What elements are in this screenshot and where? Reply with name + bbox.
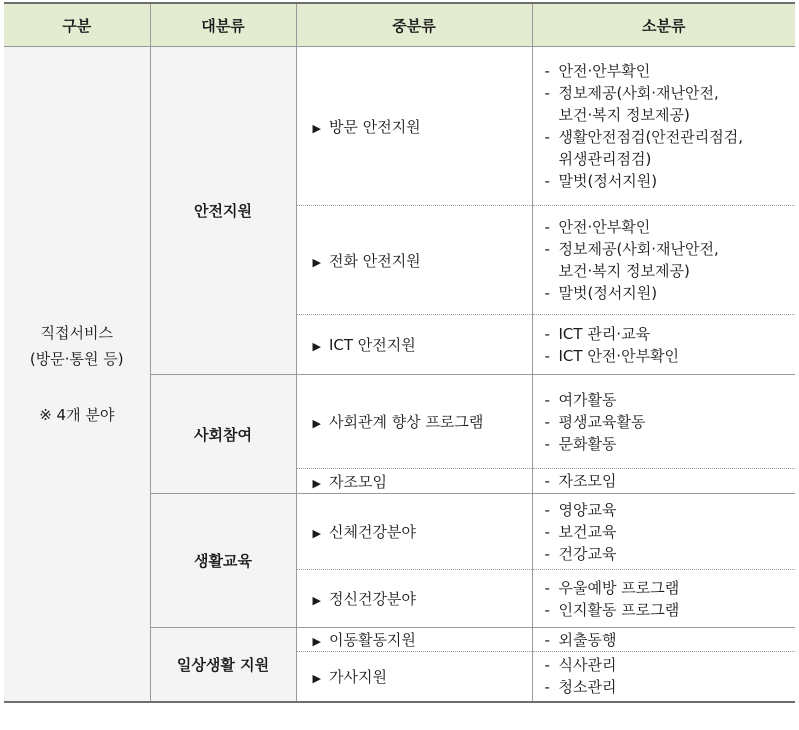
sub-category-cell xyxy=(532,494,795,570)
sub-category-text: 인지활동 프로그램 xyxy=(558,600,680,619)
arrow-icon: ▶ xyxy=(312,417,321,430)
sub-category-item xyxy=(545,543,796,565)
sub-category-text: 외출동행 xyxy=(558,630,617,649)
table-row xyxy=(4,47,795,206)
arrow-icon: ▶ xyxy=(312,340,321,353)
sub-category-item xyxy=(545,411,796,433)
sub-category-text: 건강교육 xyxy=(558,544,617,563)
sub-category-continuation: 위생관리점검) xyxy=(558,150,652,168)
sub-category-text: 식사관리 xyxy=(558,656,617,675)
dash-bullet: - xyxy=(544,434,550,453)
header-mid-category: 중분류 xyxy=(296,3,532,47)
sub-category-text: ICT 관리·교육 xyxy=(558,324,651,343)
dash-bullet: - xyxy=(544,284,550,302)
sub-category-text: 영양교육 xyxy=(558,500,617,519)
sub-category-text: 말벗(정서지원) xyxy=(558,284,658,302)
sub-category-item xyxy=(545,82,796,104)
mid-category-cell xyxy=(296,494,532,570)
dash-bullet: - xyxy=(544,240,550,258)
sub-category-text: 자조모임 xyxy=(558,472,617,490)
service-table xyxy=(4,2,795,703)
sub-category-cell xyxy=(532,652,795,702)
dash-bullet: - xyxy=(544,472,550,490)
sub-category-text: ICT 안전·안부확인 xyxy=(558,346,680,365)
dash-bullet: - xyxy=(544,346,550,365)
sub-category-item xyxy=(545,216,796,238)
header-division: 구분 xyxy=(4,3,150,47)
dash-bullet: - xyxy=(544,544,550,563)
division-cell xyxy=(4,47,150,702)
mid-category-cell xyxy=(296,206,532,315)
dash-bullet: - xyxy=(544,656,550,675)
sub-category-item xyxy=(545,629,796,651)
dash-bullet: - xyxy=(544,84,550,102)
mid-category-cell xyxy=(296,628,532,652)
sub-category-text: 정보제공(사회·재난안전, xyxy=(558,84,719,102)
mid-category-label: 방문 안전지원 xyxy=(328,117,421,136)
sub-category-cell xyxy=(532,469,795,494)
sub-category-item xyxy=(545,470,796,492)
dash-bullet: - xyxy=(544,62,550,80)
sub-category-cell xyxy=(532,570,795,628)
sub-category-text: 청소관리 xyxy=(558,678,617,697)
arrow-icon: ▶ xyxy=(312,121,321,135)
dash-bullet: - xyxy=(544,522,550,541)
sub-category-item xyxy=(545,323,796,345)
mid-category-label: 정신건강분야 xyxy=(328,590,416,608)
dash-bullet: - xyxy=(544,128,550,146)
mid-category-label: 이동활동지원 xyxy=(328,631,416,649)
sub-category-item xyxy=(545,60,796,82)
sub-category-text: 여가활동 xyxy=(558,390,617,409)
dash-bullet: - xyxy=(544,630,550,649)
sub-category-cell xyxy=(532,628,795,652)
dash-bullet: - xyxy=(544,390,550,409)
sub-category-text: 안전·안부확인 xyxy=(558,218,651,236)
header-sub-category: 소분류 xyxy=(532,3,795,47)
sub-category-text: 말벗(정서지원) xyxy=(558,172,658,190)
division-title: 직접서비스 xyxy=(40,323,113,342)
arrow-icon: ▶ xyxy=(312,635,321,648)
mid-category-label: 전화 안전지원 xyxy=(328,251,421,270)
mid-category-label: 사회관계 향상 프로그램 xyxy=(328,413,484,431)
header-major-category: 대분류 xyxy=(150,3,296,47)
division-subtitle: (방문·통원 등) xyxy=(29,349,124,368)
sub-category-text: 생활안전점검(안전관리점검, xyxy=(558,128,744,146)
arrow-icon: ▶ xyxy=(312,476,321,490)
mid-category-cell xyxy=(296,375,532,469)
major-category-cell: 일상생활 지원 xyxy=(150,628,296,702)
sub-category-text: 안전·안부확인 xyxy=(558,62,651,80)
sub-category-item xyxy=(545,654,796,676)
arrow-icon: ▶ xyxy=(312,527,321,540)
sub-category-item xyxy=(545,389,796,411)
sub-category-item xyxy=(545,282,796,304)
sub-category-cell xyxy=(532,47,795,206)
division-note: ※ 4개 분야 xyxy=(39,405,115,424)
mid-category-label: 신체건강분야 xyxy=(328,523,416,541)
sub-category-item xyxy=(545,345,796,367)
sub-category-text: 보건교육 xyxy=(558,522,617,541)
mid-category-cell xyxy=(296,315,532,375)
sub-category-item xyxy=(545,521,796,543)
sub-category-item xyxy=(545,238,796,260)
sub-category-item xyxy=(545,676,796,698)
mid-category-label: 가사지원 xyxy=(328,667,387,686)
sub-category-item xyxy=(545,577,796,599)
dash-bullet: - xyxy=(544,412,550,431)
dash-bullet: - xyxy=(544,172,550,190)
table-body xyxy=(4,47,795,702)
arrow-icon: ▶ xyxy=(312,594,321,607)
major-category-cell: 안전지원 xyxy=(150,47,296,375)
mid-category-label: ICT 안전지원 xyxy=(328,336,416,354)
sub-category-item xyxy=(545,499,796,521)
sub-category-text: 문화활동 xyxy=(558,434,617,453)
sub-category-continuation: 보건·복지 정보제공) xyxy=(558,106,690,124)
mid-category-cell xyxy=(296,570,532,628)
dash-bullet: - xyxy=(544,324,550,343)
sub-category-text: 정보제공(사회·재난안전, xyxy=(558,240,719,258)
mid-category-cell xyxy=(296,652,532,702)
dash-bullet: - xyxy=(544,600,550,619)
header-row xyxy=(4,3,795,47)
arrow-icon: ▶ xyxy=(312,671,321,685)
sub-category-continuation: 보건·복지 정보제공) xyxy=(558,262,690,280)
sub-category-cell xyxy=(532,206,795,315)
sub-category-item xyxy=(545,599,796,621)
dash-bullet: - xyxy=(544,218,550,236)
sub-category-cell xyxy=(532,375,795,469)
sub-category-cell xyxy=(532,315,795,375)
dash-bullet: - xyxy=(544,678,550,697)
sub-category-item xyxy=(545,433,796,455)
sub-category-item xyxy=(545,170,796,192)
dash-bullet: - xyxy=(544,500,550,519)
sub-category-text: 우울예방 프로그램 xyxy=(558,578,680,597)
sub-category-item xyxy=(545,126,796,148)
mid-category-label: 자조모임 xyxy=(328,472,387,491)
dash-bullet: - xyxy=(544,578,550,597)
arrow-icon: ▶ xyxy=(312,255,321,269)
sub-category-text: 평생교육활동 xyxy=(558,412,646,431)
major-category-cell: 생활교육 xyxy=(150,494,296,628)
mid-category-cell xyxy=(296,47,532,206)
mid-category-cell xyxy=(296,469,532,494)
major-category-cell: 사회참여 xyxy=(150,375,296,494)
